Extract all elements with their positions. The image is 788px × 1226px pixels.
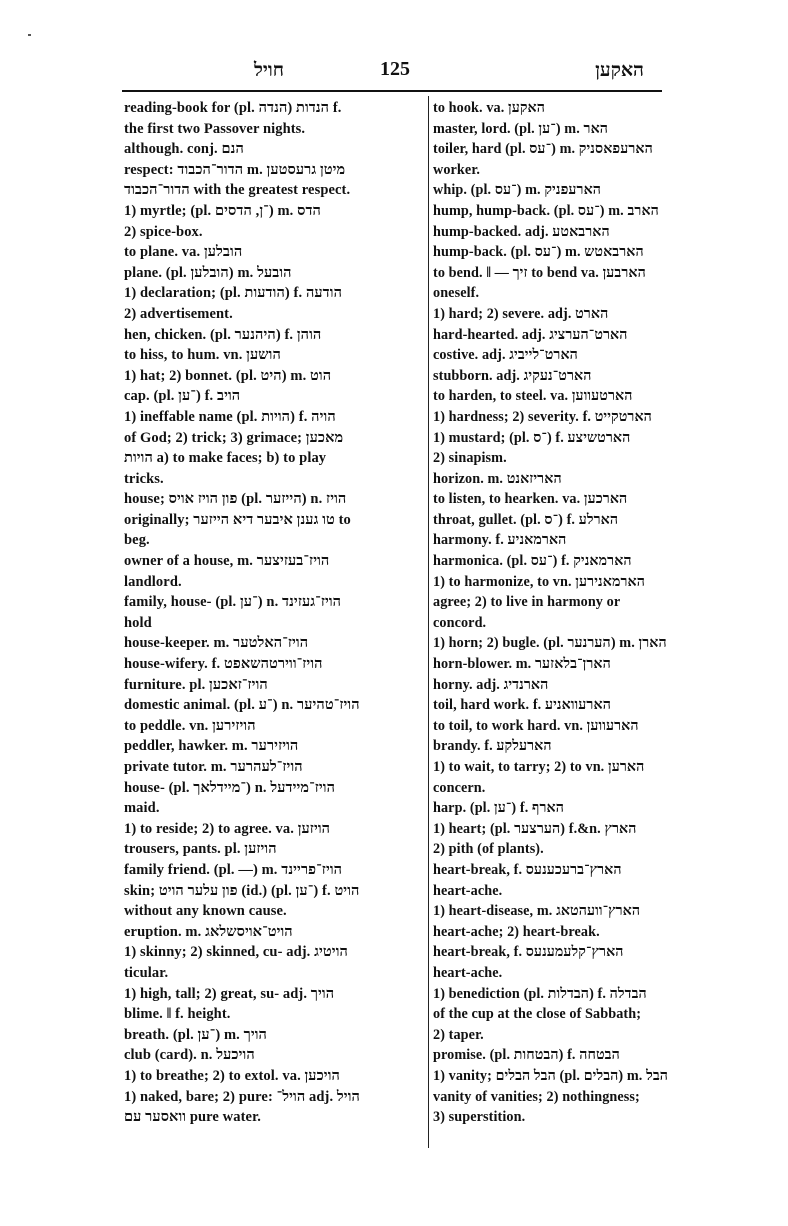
dictionary-line: family friend. (pl. —) m. הויז־פריינד	[124, 861, 343, 878]
dictionary-line: 1) skinny; 2) skinned, cu- adj. הויטיג	[124, 944, 348, 961]
dictionary-line: 1) declaration; (pl. הודעות) f. הודעה	[124, 285, 343, 302]
dictionary-line: 1) to breathe; 2) to extol. va. הויכען	[124, 1067, 340, 1084]
dictionary-line: 2) pith (of plants).	[433, 841, 544, 858]
dictionary-line: reading-book for (pl. הנדות (הנדה f.	[124, 100, 342, 116]
dictionary-line: 1) benediction (pl. הבדלות) f. הבדלה	[433, 985, 647, 1002]
dictionary-line: 1) hat; 2) bonnet. (pl. היט) m. הוט	[124, 367, 332, 384]
left-column	[124, 98, 422, 1128]
dictionary-line: to plane. va. הובלען	[124, 244, 243, 261]
dictionary-line: heart-break, f. הארץ־קלעמענעס	[433, 944, 624, 961]
dictionary-line: house-keeper. m. הויז־האלטער	[124, 635, 309, 652]
dictionary-line: 1) naked, bare; 2) pure: הויל־ adj. הויל	[124, 1088, 360, 1105]
dictionary-line: brandy. f. הארעלקע	[433, 738, 552, 755]
dictionary-line: 3) superstition.	[433, 1109, 526, 1126]
dictionary-line: whip. (pl. ־עס) m. הארעפניק	[433, 182, 602, 199]
dictionary-line: the first two Passover nights.	[124, 120, 306, 137]
dictionary-line: club (card). n. הויכעל	[124, 1047, 255, 1064]
dictionary-line: 1) vanity; הבל הבלים (pl. הבלים) m. הבל	[433, 1067, 668, 1084]
dictionary-line: 1) horn; 2) bugle. (pl. הערנער) m. הארן	[433, 635, 667, 652]
right-column	[433, 98, 668, 1128]
dictionary-line: agree; 2) to live in harmony or	[433, 594, 621, 611]
dictionary-line: הדור־הכבוד with the greatest respect.	[124, 182, 351, 199]
dictionary-line: beg.	[124, 532, 150, 549]
dictionary-line: harmony. f. הארמאניע	[433, 532, 567, 549]
dictionary-line: house; פון הויז אויס (pl. הייזער) n. הויז	[124, 491, 347, 508]
dictionary-line: without any known cause.	[124, 903, 287, 920]
dictionary-line: to bend. ‖ — זיך to bend va. הארבען	[433, 264, 646, 281]
dictionary-line: hump-back. (pl. ־עס) m. הארבאטש	[433, 244, 644, 261]
dictionary-line: master, lord. (pl. ־ען) m. האר	[433, 120, 609, 137]
dictionary-line: 1) myrtle; (pl. ־ן, הדסים) m. הדס	[124, 202, 321, 219]
dictionary-line: ticular.	[124, 964, 169, 981]
dictionary-line: הויות a) to make faces; b) to play	[124, 450, 327, 467]
dictionary-line: worker.	[433, 161, 481, 178]
dictionary-line: concord.	[433, 614, 487, 631]
dictionary-line: harp. (pl. ־ען) f. הארף	[433, 800, 565, 817]
dictionary-line: breath. (pl. ־ען) m. הויך	[124, 1026, 267, 1043]
dictionary-line: skin; פון עלער הויט (id.) (pl. ־ען) f. הויט	[124, 882, 360, 899]
dictionary-line: horizon. m. האריזאנט	[433, 470, 562, 487]
dictionary-line: 2) spice-box.	[124, 223, 203, 240]
dictionary-line: horn-blower. m. הארן־בלאזער	[433, 656, 611, 673]
dictionary-line: promise. (pl. הבטחות) f. הבטחה	[433, 1047, 620, 1064]
dictionary-line: stubborn. adj. הארט־נעקיג	[433, 367, 592, 384]
dictionary-line: although. conj. הנם	[124, 141, 244, 158]
dictionary-line: costive. adj. הארט־לייביג	[433, 347, 578, 364]
dictionary-line: owner of a house, m. הויז־בעזיצער	[124, 553, 330, 570]
dictionary-line: eruption. m. הויט־אויסשלאג	[124, 923, 293, 940]
dictionary-line: 1) mustard; (pl. ־ס) f. הארטשיצע	[433, 429, 631, 446]
dictionary-line: to hiss, to hum. vn. הושען	[124, 347, 281, 364]
dictionary-line: throat, gullet. (pl. ־ס) f. הארלע	[433, 511, 619, 528]
dictionary-line: hold	[124, 614, 152, 631]
dictionary-line: to peddle. vn. הויזירען	[124, 717, 256, 734]
dictionary-line: horny. adj. הארנדיג	[433, 676, 549, 693]
dictionary-line: harmonica. (pl. ־עס) f. הארמאניק	[433, 553, 632, 570]
running-head-right: האקען	[595, 60, 644, 81]
dictionary-line: וואסער עם pure water.	[124, 1109, 261, 1126]
dictionary-line: heart-ache.	[433, 964, 503, 981]
dictionary-line: 1) heart-disease, m. הארץ־וועהטאג	[433, 903, 641, 920]
dictionary-line: 1) to wait, to tarry; 2) to vn. הארען	[433, 759, 645, 775]
column-divider	[428, 96, 429, 1148]
dictionary-line: domestic animal. (pl. ־ע) n. הויז־טהיער	[124, 697, 360, 714]
dictionary-line: vanity of vanities; 2) nothingness;	[433, 1088, 640, 1105]
dictionary-line: to listen, to hearken. va. הארכען	[433, 491, 628, 508]
dictionary-line: 1) ineffable name (pl. הויות) f. הויה	[124, 408, 336, 425]
dictionary-line: hard-hearted. adj. הארט־הערציג	[433, 326, 628, 343]
dictionary-line: heart-ache.	[433, 882, 503, 899]
dictionary-line: to hook. va. האקען	[433, 100, 546, 116]
dictionary-line: 1) hard; 2) severe. adj. הארט	[433, 305, 609, 322]
dictionary-line: heart-break, f. הארץ־ברעכענעס	[433, 861, 622, 878]
dictionary-line: of God; 2) trick; 3) grimace; מאכען	[124, 429, 344, 446]
dictionary-line: 2) advertisement.	[124, 305, 233, 322]
dictionary-line: hen, chicken. (pl. היהנער) f. הוהן	[124, 326, 322, 343]
dictionary-line: 2) taper.	[433, 1026, 484, 1043]
dictionary-line: family, house- (pl. ־ען) n. הויז־געזינד	[124, 594, 342, 611]
dictionary-line: landlord.	[124, 573, 182, 590]
dictionary-line: 1) hardness; 2) severity. f. הארטקייט	[433, 408, 652, 425]
dictionary-line: furniture. pl. הויז־זאכען	[124, 676, 268, 693]
dictionary-line: 1) high, tall; 2) great, su- adj. הויך	[124, 985, 335, 1002]
dictionary-line: plane. (pl. הובלען) m. הובעל	[124, 264, 292, 281]
dictionary-line: concern.	[433, 779, 486, 796]
dictionary-line: 1) to reside; 2) to agree. va. הויזען	[124, 820, 331, 837]
dictionary-line: originally; טו גענן איבער דיא הייזער to	[124, 511, 351, 528]
dictionary-line: 1) to harmonize, to vn. הארמאנירען	[433, 573, 646, 590]
dictionary-line: hump-backed. adj. הארבאטע	[433, 223, 610, 240]
dictionary-line: peddler, hawker. m. הויזירער	[124, 738, 299, 755]
dictionary-line: house- (pl. ־מיידלאך) n. הויז־מיידעל	[124, 779, 336, 796]
dictionary-line: to harden, to steel. va. הארטעווען	[433, 388, 633, 405]
dictionary-line: heart-ache; 2) heart-break.	[433, 923, 600, 940]
running-head-left: חויל	[254, 60, 284, 81]
page-header	[122, 58, 660, 84]
dictionary-line: hump, hump-back. (pl. ־עס) m. הארב	[433, 202, 659, 219]
scan-speck	[28, 34, 31, 36]
dictionary-line: trousers, pants. pl. הויזען	[124, 841, 277, 858]
dictionary-line: of the cup at the close of Sabbath;	[433, 1006, 642, 1023]
dictionary-line: oneself.	[433, 285, 480, 302]
dictionary-line: to toil, to work hard. vn. הארעווען	[433, 717, 639, 734]
dictionary-line: toil, hard work. f. הארעוואניע	[433, 697, 611, 714]
page-number: 125	[380, 58, 410, 80]
dictionary-line: house-wifery. f. הויז־ווירטהשאפט	[124, 656, 323, 673]
dictionary-line: blime. ‖ f. height.	[124, 1006, 231, 1023]
dictionary-line: 1) heart; (pl. הערצער) f.&n. הארץ	[433, 820, 637, 837]
dictionary-line: respect: הדור־הכבוד m. מיטן גרעסטען	[124, 161, 346, 178]
dictionary-line: private tutor. m. הויז־לעהרער	[124, 759, 303, 775]
dictionary-line: cap. (pl. ־ען) f. הויב	[124, 388, 241, 405]
dictionary-line: toiler, hard (pl. ־עס) m. הארעפאסניק	[433, 141, 653, 158]
dictionary-line: maid.	[124, 800, 160, 817]
header-rule	[122, 90, 662, 92]
dictionary-line: 2) sinapism.	[433, 450, 507, 467]
dictionary-line: tricks.	[124, 470, 164, 487]
